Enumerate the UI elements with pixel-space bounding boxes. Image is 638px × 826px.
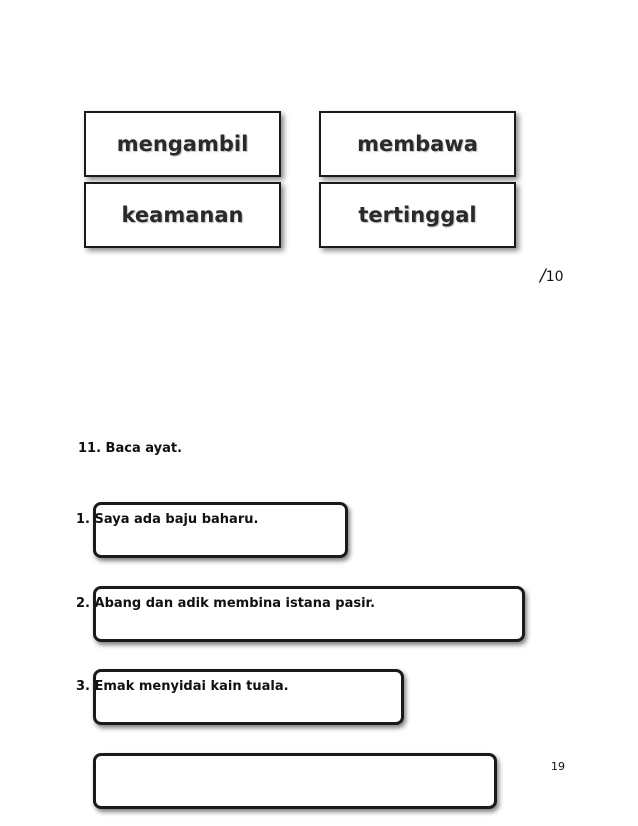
sentence-box-1[interactable] bbox=[93, 502, 348, 558]
question-title: 11. Baca ayat. bbox=[78, 441, 183, 456]
sentence-box-4[interactable] bbox=[93, 753, 497, 809]
word-card-mengambil: mengambil bbox=[84, 111, 281, 177]
sentence-1: 1. Saya ada baju baharu. bbox=[76, 512, 259, 527]
score-slash: / bbox=[540, 266, 546, 286]
score-indicator bbox=[540, 266, 564, 286]
word-card-membawa: membawa bbox=[319, 111, 516, 177]
sentence-box-2[interactable] bbox=[93, 586, 525, 642]
sentence-3: 3. Emak menyidai kain tuala. bbox=[76, 679, 289, 694]
sentence-2: 2. Abang dan adik membina istana pasir. bbox=[76, 596, 376, 611]
sentence-box-3[interactable] bbox=[93, 669, 404, 725]
score-total: 10 bbox=[545, 269, 564, 285]
page-number: 19 bbox=[551, 760, 565, 773]
word-card-tertinggal: tertinggal bbox=[319, 182, 516, 248]
word-card-keamanan: keamanan bbox=[84, 182, 281, 248]
